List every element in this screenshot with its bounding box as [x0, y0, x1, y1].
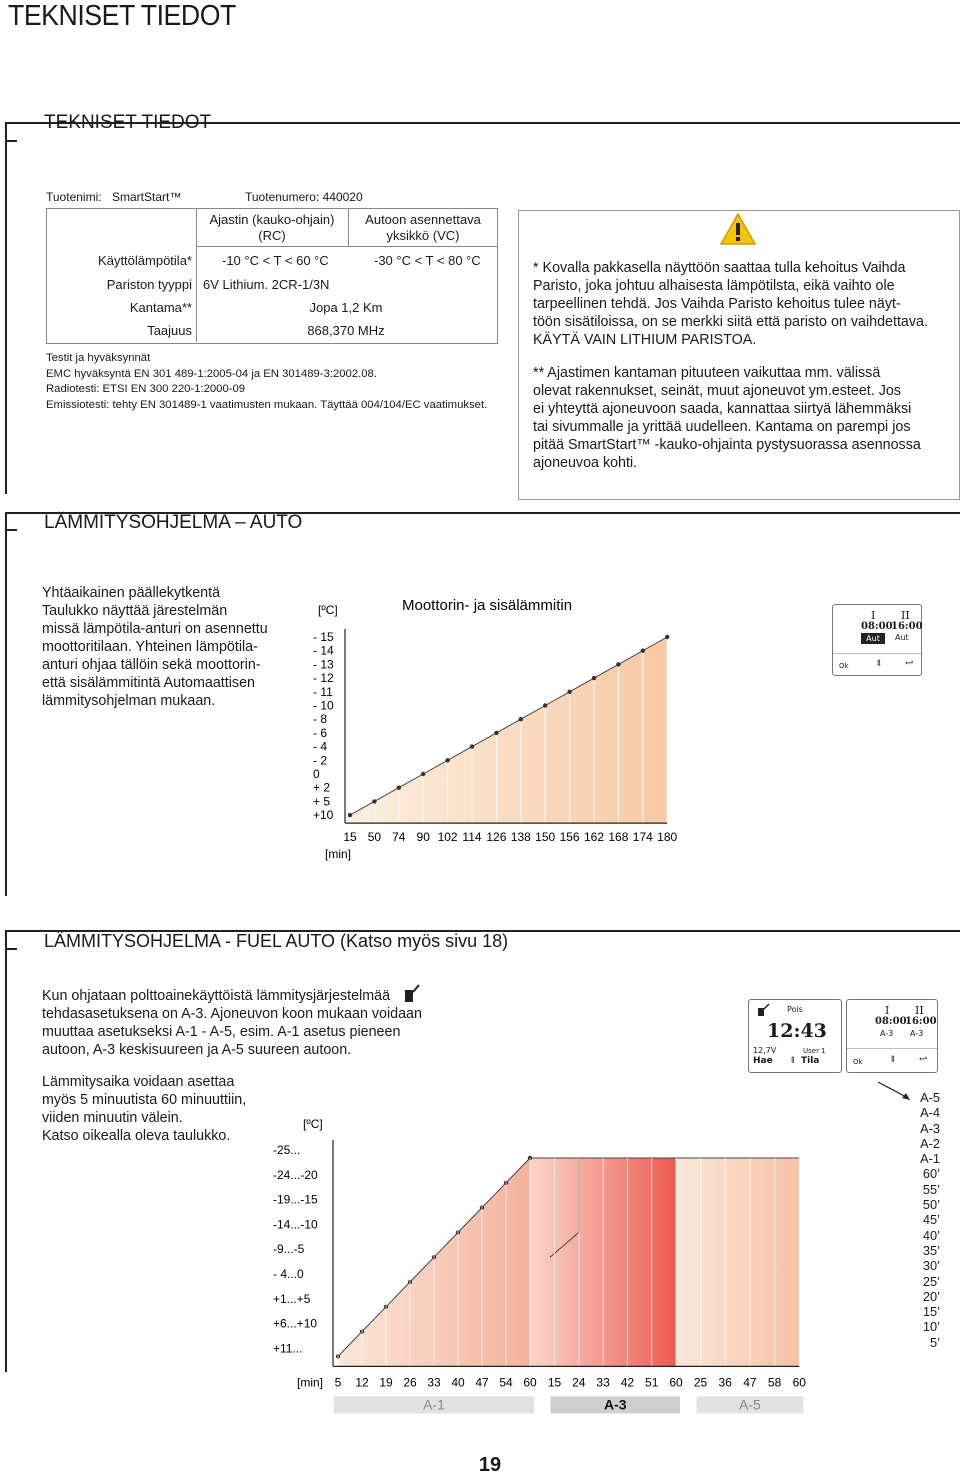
tech-section-title: TEKNISET TIEDOT	[44, 112, 212, 133]
screen-time1: 08:00	[861, 621, 893, 632]
data-point	[372, 799, 376, 803]
x-tick-label: 15	[547, 1375, 562, 1390]
data-point	[616, 662, 620, 666]
approvals-line: EMC hyväksyntä EN 301 489-1:2005-04 ja EN 301489-3:2002.08.	[46, 367, 377, 380]
setting-item: 20’	[922, 1288, 940, 1304]
setting-item: 45’	[922, 1212, 940, 1228]
data-point	[567, 690, 571, 694]
chart-title: Moottorin- ja sisälämmitin	[402, 597, 573, 614]
warning-line: Paristo, joka johtuu alhaisesta lämpötilsta, eikä vaihto ole	[533, 278, 895, 294]
x-tick-label: 138	[510, 830, 531, 845]
approvals-line: Testit ja hyväksynnät	[46, 352, 151, 364]
warning-triangle-icon	[719, 212, 757, 246]
warning-line: töön sisätiloissa, on se merkki siitä että paristo on vaihdettava.	[533, 314, 928, 330]
screen-col1: I	[885, 1004, 890, 1017]
data-point	[494, 731, 498, 735]
x-tick-label: 60	[792, 1375, 806, 1390]
remote-screen-main	[748, 999, 842, 1073]
x-axis-label: [min]	[297, 1375, 324, 1390]
y-tick-label: - 6	[313, 725, 328, 740]
data-point	[519, 717, 523, 721]
back-arrow-icon[interactable]: ↩	[905, 658, 914, 669]
data-point	[445, 758, 449, 762]
x-tick-label: 25	[693, 1375, 708, 1390]
row-freq: 868,370 MHz	[307, 323, 385, 338]
screen-clock: 12:43	[767, 1020, 827, 1042]
screen-user: User 1	[803, 1047, 826, 1055]
tech-table	[46, 208, 498, 343]
y-tick-label: - 11	[313, 684, 333, 699]
screen-mode1: A-3	[880, 1029, 894, 1038]
fuel-line: muuttaa asetukseksi A-1 - A-5, esim. A-1 asetus pieneen	[42, 1024, 401, 1040]
x-tick-label: 15	[343, 830, 357, 845]
bracket-tick	[5, 529, 17, 531]
fuel-line: tehdasasetuksena on A-3. Ajoneuvon koon mukaan voidaan	[42, 1006, 422, 1022]
x-tick-label: 24	[572, 1375, 586, 1390]
y-tick-label: +10	[313, 808, 334, 823]
screen-pois: Pois	[787, 1005, 803, 1014]
y-tick-label: - 14	[313, 643, 334, 658]
warning-line: KÄYTÄ VAIN LITHIUM PARISTOA.	[533, 332, 757, 348]
fuel-line: myös 5 minuutista 60 minuuttiin,	[42, 1092, 247, 1108]
screen-time2: 16:00	[891, 621, 923, 632]
y-tick-label: -24...-20	[273, 1167, 318, 1182]
y-axis-label: [ºC]	[303, 1117, 323, 1131]
auto-line: lämmitysohjelman mukaan.	[42, 693, 216, 709]
approvals-text	[46, 351, 487, 413]
data-point	[470, 744, 474, 748]
x-tick-label: 51	[645, 1375, 659, 1390]
approvals-line: Radiotesti: ETSI EN 300 220-1:2000-09	[46, 383, 246, 395]
area-a5	[676, 1158, 799, 1366]
screen-col1: I	[871, 609, 876, 622]
y-tick-label: -25...	[273, 1143, 301, 1157]
auto-line: missä lämpötila-anturi on asennettu	[42, 621, 268, 637]
screen-voltage: 12,7V	[753, 1046, 777, 1055]
x-tick-label: 74	[392, 830, 406, 845]
auto-line: että sisälämmitintä Automaattisen	[42, 675, 255, 691]
auto-section-title: LÄMMITYSOHJELMA – AUTO	[44, 512, 303, 533]
chart-auto	[290, 590, 710, 870]
auto-line: Yhtäaikainen päällekytkentä	[42, 585, 221, 601]
y-tick-label: +11...	[273, 1341, 303, 1356]
fuel-pump-icon	[757, 1003, 771, 1017]
x-tick-label: 47	[475, 1375, 489, 1390]
setting-item: A-4	[920, 1105, 940, 1121]
row-label-battery: Pariston tyyppi	[106, 277, 192, 292]
setting-item: A-2	[920, 1135, 940, 1151]
product-name-label: Tuotenimi:	[46, 190, 102, 204]
y-tick-label: - 12	[313, 671, 334, 686]
data-point	[397, 786, 401, 790]
setting-list	[895, 1090, 940, 1350]
back-arrow-icon[interactable]: ↩	[919, 1054, 928, 1065]
updown-icon[interactable]: ⇕	[889, 1055, 897, 1065]
setting-item: 50’	[922, 1197, 940, 1213]
bracket-tick	[5, 948, 17, 950]
x-tick-label: 60	[523, 1375, 537, 1390]
updown-icon[interactable]: ⇕	[875, 659, 883, 669]
fuel-description-1	[42, 987, 422, 1059]
y-axis-label: [ºC]	[318, 603, 338, 617]
page-number: 19	[478, 1454, 502, 1476]
setting-item: A-3	[920, 1120, 940, 1136]
screen-time1: 08:00	[875, 1016, 907, 1027]
setting-item: 60’	[922, 1166, 940, 1182]
warning-line: tai sivummalle ja yrittää uudelleen. Kantama on parempi jos	[533, 419, 911, 435]
updown-icon[interactable]: ⇕	[789, 1056, 797, 1066]
warning-note-1	[533, 259, 928, 349]
x-tick-label: 126	[486, 830, 507, 845]
screen-col2: II	[915, 1004, 924, 1017]
x-tick-label: 60	[669, 1375, 683, 1390]
group-label: A-5	[739, 1396, 761, 1413]
y-tick-label: - 8	[313, 712, 328, 727]
col-rc-line2: (RC)	[258, 228, 286, 243]
auto-description	[42, 584, 268, 710]
data-point	[665, 635, 669, 639]
y-tick-label: + 5	[313, 794, 331, 809]
x-tick-label: 26	[403, 1375, 417, 1390]
y-tick-label: - 13	[313, 657, 334, 672]
x-tick-label: 54	[499, 1375, 513, 1390]
fuel-line: viiden minuutin välein.	[42, 1110, 183, 1126]
x-tick-label: 58	[767, 1375, 782, 1390]
setting-item: 55’	[922, 1181, 940, 1197]
y-tick-label: 0	[313, 767, 320, 781]
group-label: A-1	[423, 1396, 445, 1413]
screen-mode1: Aut	[861, 633, 885, 644]
row-rc-temp: -10 °C < T < 60 °C	[222, 253, 329, 268]
row-vc-temp: -30 °C < T < 80 °C	[374, 253, 481, 268]
warning-line: * Kovalla pakkasella näyttöön saattaa tulla kehoitus Vaihda	[533, 260, 906, 276]
x-tick-label: 90	[416, 830, 430, 845]
row-range: Jopa 1,2 Km	[309, 300, 383, 315]
auto-line: moottoritilaan. Yhteinen lämpötila-	[42, 639, 258, 655]
product-name: SmartStart™	[112, 190, 182, 204]
x-tick-label: 150	[535, 830, 556, 845]
page-header-title: TEKNISET TIEDOT	[8, 0, 236, 32]
x-tick-label: 33	[596, 1375, 610, 1390]
x-tick-label: 102	[437, 830, 458, 845]
auto-line: Taulukko näyttää järestelmän	[42, 603, 228, 619]
y-tick-label: -9...-5	[273, 1242, 305, 1257]
product-number: Tuotenumero: 440020	[245, 190, 363, 204]
setting-item: 35’	[922, 1242, 940, 1258]
setting-item: 40’	[922, 1227, 940, 1243]
row-label-freq: Taajuus	[147, 323, 192, 338]
warning-line: pitää SmartStart™ -kauko-ohjainta pystysuorassa asennossa	[533, 437, 921, 453]
row-label-range: Kantama**	[129, 300, 192, 315]
approvals-line: Emissiotesti: tehty EN 301489-1 vaatimusten mukaan. Täyttää 004/104/EC vaatimukset.	[46, 398, 488, 411]
data-point	[421, 772, 425, 776]
row-rc-battery: 6V Lithium. 2CR-1/3N	[203, 277, 330, 292]
x-tick-label: 19	[379, 1375, 393, 1390]
x-tick-label: 50	[367, 830, 382, 845]
warning-note-2	[533, 364, 921, 472]
warning-box	[518, 210, 960, 500]
setting-item: 5’	[930, 1334, 940, 1350]
warning-line: ** Ajastimen kantaman pituuteen vaikuttaa mm. välissä	[533, 365, 881, 381]
y-tick-label: - 2	[313, 753, 328, 768]
screen-mode2: A-3	[910, 1029, 924, 1038]
setting-item: 15’	[922, 1304, 940, 1320]
x-tick-label: 12	[355, 1375, 369, 1390]
screen-ok[interactable]: Ok	[839, 662, 849, 670]
x-tick-label: 42	[620, 1375, 635, 1390]
x-tick-label: 5	[334, 1375, 342, 1390]
col-vc-line1: Autoon asennettava	[365, 212, 481, 227]
screen-ok[interactable]: Ok	[853, 1058, 863, 1066]
fuel-section-title: LÄMMITYSOHJELMA - FUEL AUTO (Katso myös sivu 18)	[44, 931, 509, 951]
fuel-line: Kun ohjataan polttoainekäyttöistä lämmitysjärjestelmää	[42, 988, 391, 1004]
fuel-line: Katso oikealla oleva taulukko.	[42, 1128, 231, 1144]
group-label: A-3	[603, 1396, 627, 1413]
screen-time2: 16:00	[905, 1016, 937, 1027]
x-axis-label: [min]	[325, 847, 352, 862]
y-tick-label: - 10	[313, 698, 334, 713]
data-point	[543, 703, 547, 707]
x-tick-label: 180	[657, 830, 678, 845]
fuel-description-2	[42, 1073, 246, 1145]
y-tick-label: -19...-15	[273, 1192, 318, 1207]
x-tick-label: 168	[608, 830, 629, 845]
warning-line: olevat rakennukset, seinät, muut ajoneuvot ym.esteet. Jos	[533, 383, 901, 399]
remote-screen-auto	[832, 604, 922, 676]
row-label-temp: Käyttölämpötila*	[98, 253, 192, 268]
x-tick-label: 156	[559, 830, 580, 845]
col-vc-line2: yksikkö (VC)	[386, 228, 460, 243]
y-tick-label: +1...+5	[273, 1291, 311, 1306]
y-tick-label: - 4...0	[273, 1267, 304, 1281]
data-point	[641, 649, 645, 653]
screen-col2: II	[901, 609, 910, 622]
y-tick-label: - 15	[313, 630, 334, 644]
x-tick-label: 174	[632, 830, 653, 845]
setting-item: 30’	[922, 1258, 940, 1274]
warning-line: tarpeellinen tehdä. Jos Vaihda Paristo kehoitus tulee näyt-	[533, 296, 901, 312]
x-tick-label: 114	[462, 830, 482, 845]
setting-item: A-5	[920, 1090, 940, 1105]
screen-mode2: Aut	[895, 633, 909, 642]
x-tick-label: 33	[427, 1375, 441, 1390]
fuel-line: Lämmitysaika voidaan asettaa	[42, 1074, 235, 1090]
x-tick-label: 47	[743, 1375, 757, 1390]
y-tick-label: -14...-10	[273, 1217, 318, 1232]
y-tick-label: - 4	[313, 739, 328, 754]
x-tick-label: 36	[718, 1375, 732, 1390]
auto-line: anturi ohjaa tällöin sekä moottorin-	[42, 657, 261, 673]
bracket-tick	[5, 140, 17, 142]
warning-line: ei yhteyttä ajoneuvoon saada, kannattaa siirtyä lähemmäksi	[533, 401, 912, 417]
setting-item: A-1	[920, 1151, 940, 1167]
setting-item: 10’	[922, 1319, 940, 1335]
screen-tila[interactable]: Tila	[801, 1056, 820, 1066]
fuel-pump-icon	[403, 982, 421, 1004]
fuel-line: autoon, A-3 keskisuureen ja A-5 suureen autoon.	[42, 1042, 352, 1058]
y-tick-label: +6...+10	[273, 1316, 318, 1331]
data-point	[592, 676, 596, 680]
x-tick-label: 162	[583, 830, 605, 845]
col-rc-line1: Ajastin (kauko-ohjain)	[209, 212, 335, 227]
data-point	[348, 813, 352, 817]
chart-fuel-auto	[265, 1110, 865, 1430]
x-tick-label: 40	[451, 1375, 465, 1390]
screen-hae[interactable]: Hae	[753, 1056, 773, 1066]
warning-line: ajoneuvoa kohti.	[533, 455, 638, 471]
y-tick-label: + 2	[313, 780, 331, 795]
remote-screen-schedule	[846, 999, 938, 1073]
setting-item: 25’	[922, 1273, 940, 1289]
